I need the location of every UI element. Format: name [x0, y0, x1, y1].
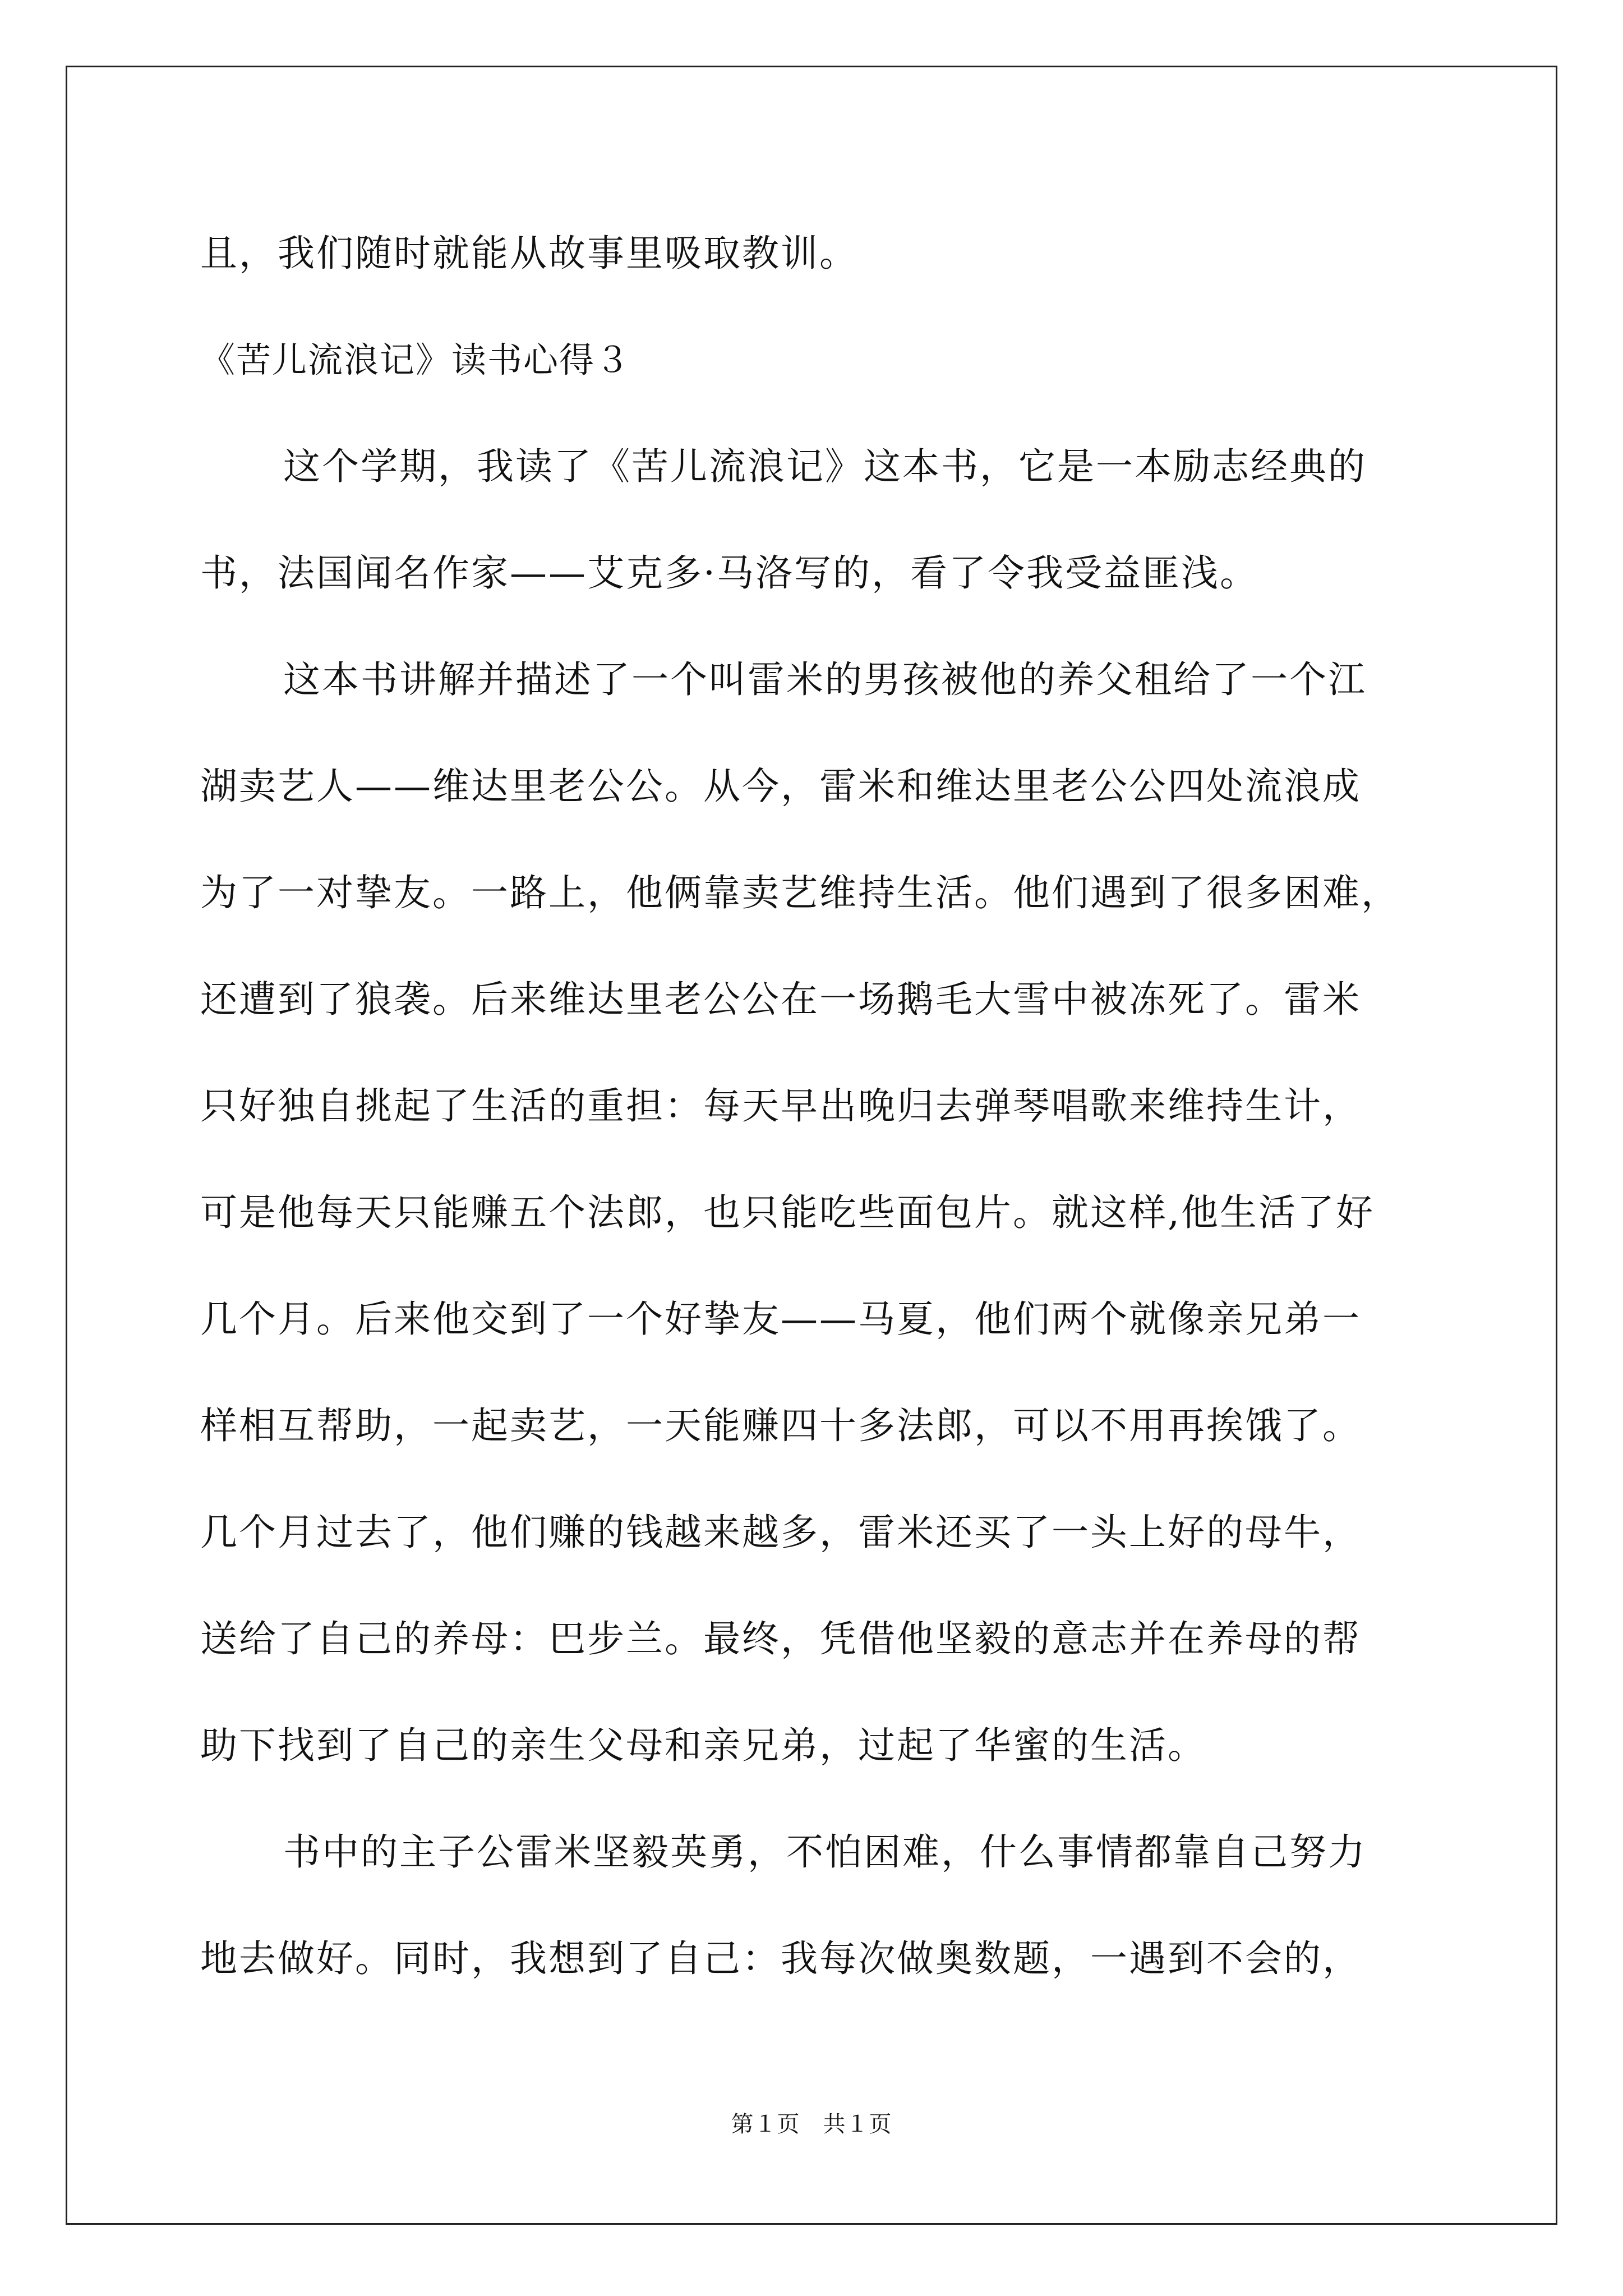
text-line: 这本书讲解并描述了一个叫雷米的男孩被他的养父租给了一个江	[283, 658, 1367, 701]
text-line: 湖卖艺人——维达里老公公。从今，雷米和维达里老公公四处流浪成	[200, 765, 1361, 808]
text-line: 地去做好。同时，我想到了自己：我每次做奥数题，一遇到不会的，	[200, 1937, 1361, 1980]
text-line: 这个学期，我读了《苦儿流浪记》这本书，它是一本励志经典的	[283, 445, 1367, 488]
text-line: 样相互帮助，一起卖艺，一天能赚四十多法郎，可以不用再挨饿了。	[200, 1404, 1361, 1447]
text-line: 助下找到了自己的亲生父母和亲兄弟，过起了华蜜的生活。	[200, 1724, 1206, 1767]
text-line: 为了一对挚友。一路上，他俩靠卖艺维持生活。他们遇到了很多困难，	[200, 871, 1400, 914]
page-number-footer: 第１页 共１页	[731, 2111, 892, 2137]
section-heading: 《苦儿流浪记》读书心得３	[200, 339, 631, 380]
text-line: 只好独自挑起了生活的重担：每天早出晚归去弹琴唱歌来维持生计，	[200, 1084, 1361, 1128]
text-line: 且，我们随时就能从故事里吸取教训。	[200, 232, 858, 275]
text-line: 还遭到了狼袭。后来维达里老公公在一场鹅毛大雪中被冻死了。雷米	[200, 978, 1361, 1021]
text-line: 书中的主子公雷米坚毅英勇，不怕困难，什么事情都靠自己努力	[283, 1830, 1367, 1874]
text-line: 几个月过去了，他们赚的钱越来越多，雷米还买了一头上好的母牛，	[200, 1511, 1361, 1554]
text-line: 可是他每天只能赚五个法郎，也只能吃些面包片。就这样,他生活了好	[200, 1191, 1375, 1234]
text-line: 书，法国闻名作家——艾克多·马洛写的，看了令我受益匪浅。	[200, 551, 1258, 595]
page-border	[66, 66, 1557, 2225]
text-line: 送给了自己的养母：巴步兰。最终，凭借他坚毅的意志并在养母的帮	[200, 1617, 1361, 1660]
text-line: 几个月。后来他交到了一个好挚友——马夏，他们两个就像亲兄弟一	[200, 1297, 1361, 1341]
